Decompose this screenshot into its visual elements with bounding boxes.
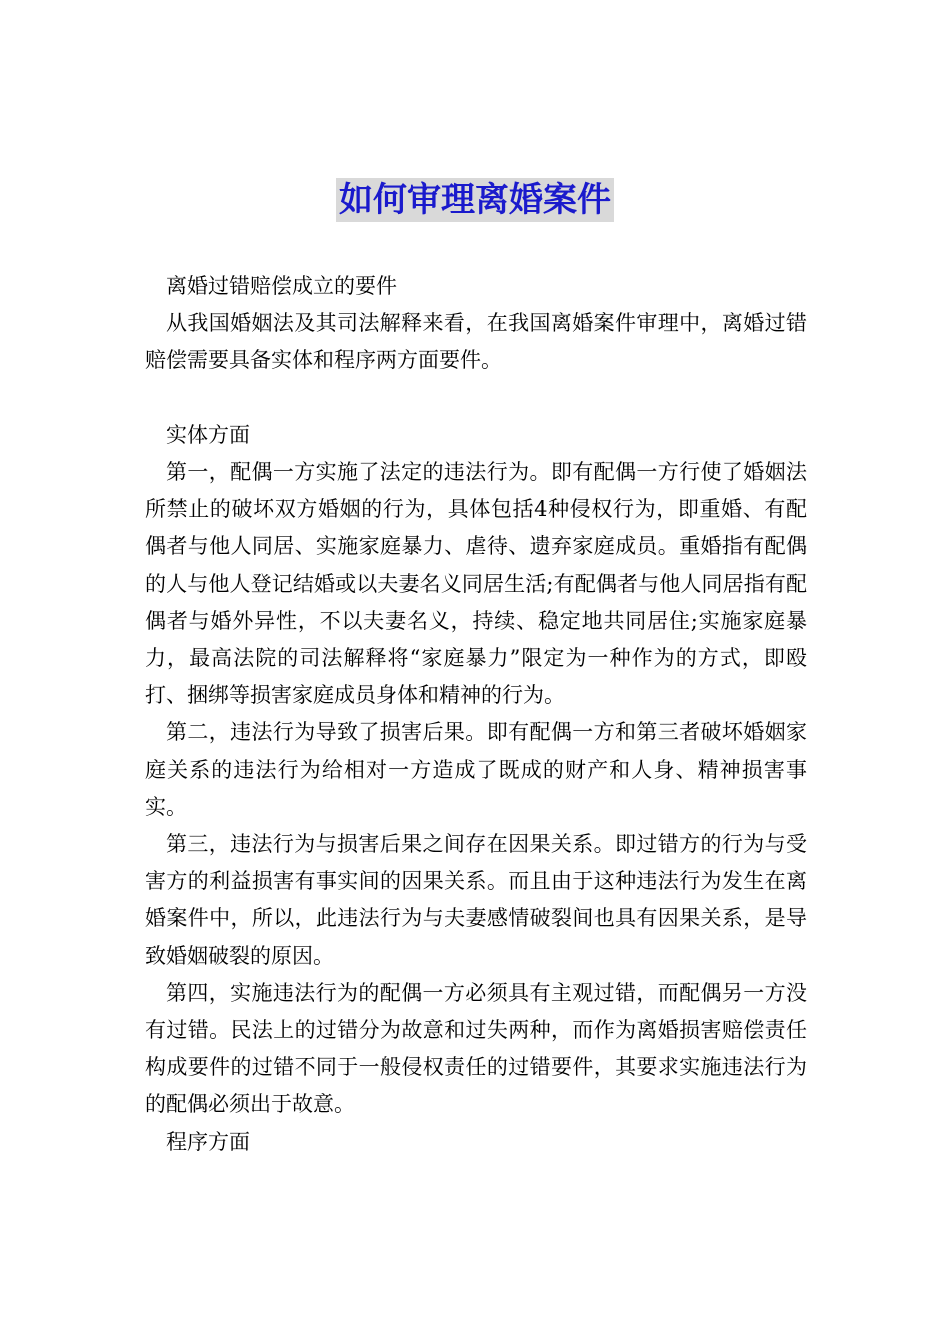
paragraph-first: 第一，配偶一方实施了法定的违法行为。即有配偶一方行使了婚姻法所禁止的破坏双方婚姻的行为，具体包括4种侵权行为，即重婚、有配偶者与他人同居、实施家庭暴力、虐待、遗弃家庭成员。重婚指有配偶的人与他人登记结婚或以夫妻名义同居生活;有配偶者与他人同居指有配偶者与婚外异性，不以夫妻名义，持续、稳定地共同居住;实施家庭暴力，最高法院的司法解释将“家庭暴力”限定为一种作为的方式，即殴打、捆绑等损害家庭成员身体和精神的行为。 [145, 460, 807, 708]
paragraph-intro: 从我国婚姻法及其司法解释来看，在我国离婚案件审理中，离婚过错赔偿需要具备实体和程序两方面要件。 [145, 311, 807, 373]
blank-line [145, 380, 807, 417]
paragraph-third: 第三，违法行为与损害后果之间存在因果关系。即过错方的行为与受害方的利益损害有事实间的因果关系。而且由于这种违法行为发生在离婚案件中，所以，此违法行为与夫妻感情破裂间也具有因果关系，是导致婚姻破裂的原因。 [145, 832, 807, 968]
document-body [145, 268, 807, 1161]
paragraph-heading-requirements: 离婚过错赔偿成立的要件 [166, 274, 397, 298]
paragraph-heading-substantive: 实体方面 [166, 422, 250, 447]
paragraph-second: 第二，违法行为导致了损害后果。即有配偶一方和第三者破坏婚姻家庭关系的违法行为给相对一方造成了既成的财产和人身、精神损害事实。 [145, 720, 807, 819]
title-area [0, 178, 950, 222]
paragraph-heading-procedural: 程序方面 [166, 1129, 250, 1154]
document-title: 如何审理离婚案件 [336, 178, 614, 222]
paragraph-fourth: 第四，实施违法行为的配偶一方必须具有主观过错，而配偶另一方没有过错。民法上的过错分为故意和过失两种，而作为离婚损害赔偿责任构成要件的过错不同于一般侵权责任的过错要件，其要求实施违法行为的配偶必须出于故意。 [145, 980, 807, 1117]
